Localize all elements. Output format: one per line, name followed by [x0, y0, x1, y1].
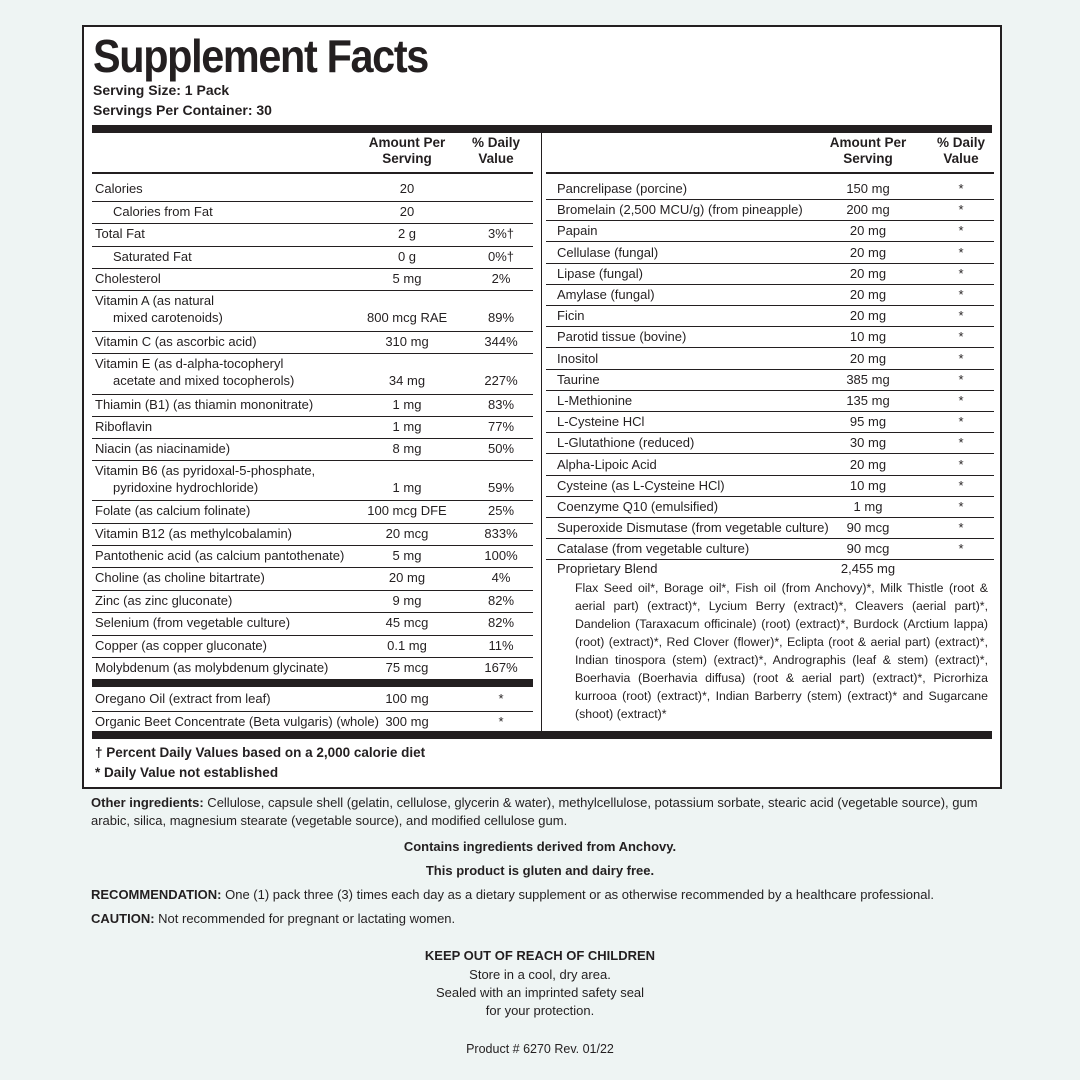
- ingredient-daily-value: *: [958, 541, 964, 556]
- serving-size: Serving Size: 1 Pack: [93, 82, 230, 98]
- left-table-row: [84, 658, 540, 679]
- ingredient-amount: 385 mg: [846, 372, 890, 387]
- ingredient-name: Pancrelipase (porcine): [557, 181, 688, 196]
- left-table-row: [84, 395, 540, 417]
- nutrient-daily-value: 83%: [487, 397, 515, 412]
- ingredient-name: Papain: [557, 223, 598, 238]
- left-section-bar: [92, 679, 533, 687]
- recommendation-text: One (1) pack three (3) times each day as a dietary supplement or as otherwise recommended by a healthcare professional.: [221, 887, 934, 902]
- nutrient-daily-value: 167%: [484, 660, 518, 675]
- right-header-rule: [546, 172, 994, 174]
- ingredient-daily-value: *: [958, 223, 964, 238]
- ingredient-name: Bromelain (2,500 MCU/g) (from pineapple): [557, 202, 803, 217]
- ingredient-amount: 10 mg: [849, 478, 887, 493]
- ingredient-name: Cellulase (fungal): [557, 245, 659, 260]
- nutrient-name: Vitamin B12 (as methylcobalamin): [95, 526, 293, 541]
- ingredient-amount: 95 mg: [849, 414, 887, 429]
- contains-notice: Contains ingredients derived from Anchovy.: [403, 839, 677, 854]
- nutrient-amount: 5 mg: [392, 548, 422, 563]
- nutrient-daily-value: 82%: [487, 615, 515, 630]
- ingredient-amount: 135 mg: [846, 393, 890, 408]
- nutrient-daily-value: 11%: [488, 638, 514, 653]
- ingredient-amount: 200 mg: [846, 202, 890, 217]
- ingredient-name: Taurine: [557, 372, 600, 387]
- ingredient-daily-value: *: [958, 478, 964, 493]
- nutrient-name: Molybdenum (as molybdenum glycinate): [95, 660, 329, 675]
- ingredient-amount: 150 mg: [846, 181, 890, 196]
- ingredient-name: L-Cysteine HCl: [557, 414, 645, 429]
- right-table-row: [542, 476, 1002, 497]
- nutrient-name-cont: acetate and mixed tocopherols): [113, 373, 295, 388]
- nutrient-daily-value: 344%: [484, 334, 518, 349]
- nutrient-daily-value: 77%: [487, 419, 515, 434]
- ingredient-daily-value: *: [958, 202, 964, 217]
- nutrient-amount: 2 g: [397, 226, 417, 241]
- ingredient-daily-value: *: [958, 414, 964, 429]
- nutrient-amount: 20 mcg: [385, 526, 429, 541]
- nutrient-amount: 1 mg: [392, 480, 422, 495]
- recommendation: [91, 886, 934, 904]
- ingredient-name: Superoxide Dismutase (from vegetable culture): [557, 520, 829, 535]
- ingredient-amount: 20 mg: [849, 266, 887, 281]
- left-table-row: [84, 613, 540, 636]
- nutrient-amount: 8 mg: [392, 441, 422, 456]
- nutrient-daily-value: 82%: [487, 593, 515, 608]
- right-table-row: [542, 306, 1002, 327]
- nutrient-amount: 45 mcg: [385, 615, 429, 630]
- right-table-row: [542, 433, 1002, 454]
- nutrient-name: Saturated Fat: [113, 249, 192, 264]
- nutrient-daily-value: 2%: [491, 271, 511, 286]
- gluten-free-notice: This product is gluten and dairy free.: [425, 863, 655, 878]
- other-ingredients-label: Other ingredients:: [91, 795, 204, 810]
- left-table-row: [84, 247, 540, 269]
- right-amount-header: Amount Per Serving: [829, 135, 907, 166]
- left-table-row: [84, 332, 540, 354]
- storage-line-1: Store in a cool, dry area.: [469, 967, 611, 982]
- right-table-row: [542, 539, 1002, 560]
- ingredient-name: Alpha-Lipoic Acid: [557, 457, 657, 472]
- nutrient-name: Calories from Fat: [113, 204, 213, 219]
- left-table-row: [84, 417, 540, 439]
- ingredient-amount: 20 mg: [849, 223, 887, 238]
- left-table-row: [84, 202, 540, 224]
- footnote-dagger: † Percent Daily Values based on a 2,000 calorie diet: [95, 745, 426, 760]
- nutrient-amount: 1 mg: [392, 419, 422, 434]
- ingredient-amount: 30 mg: [849, 435, 887, 450]
- nutrient-amount: 34 mg: [388, 373, 426, 388]
- right-table-row: [542, 349, 1002, 370]
- nutrient-name-cont: mixed carotenoids): [113, 310, 223, 325]
- right-table-row: [542, 497, 1002, 518]
- nutrient-name: Pantothenic acid (as calcium pantothenate): [95, 548, 345, 563]
- left-header-rule: [92, 172, 533, 174]
- ingredient-daily-value: *: [958, 266, 964, 281]
- nutrient-name: Cholesterol: [95, 271, 161, 286]
- nutrient-amount: 75 mcg: [385, 660, 429, 675]
- other-ingredients-text: Cellulose, capsule shell (gelatin, cellulose, glycerin & water), methylcellulose, potassium sorbate, stearic acid (vegetable source), gum arabic, silica, magnesium stearate (vegetable source), and modified cellulose gum.: [91, 795, 978, 828]
- ingredient-amount: 10 mg: [849, 329, 887, 344]
- right-table-row: [542, 200, 1002, 221]
- row-divider: [546, 347, 994, 348]
- nutrient-amount: 0.1 mg: [387, 638, 427, 653]
- ingredient-name: Ficin: [557, 308, 585, 323]
- ingredient-daily-value: *: [958, 457, 964, 472]
- right-table-row: [542, 243, 1002, 264]
- nutrient-daily-value: 59%: [487, 480, 515, 495]
- ingredient-name: Amylase (fungal): [557, 287, 655, 302]
- ingredient-name: L-Methionine: [557, 393, 633, 408]
- ingredient-daily-value: *: [958, 435, 964, 450]
- supplement-facts-panel: [82, 25, 1002, 789]
- nutrient-daily-value: 833%: [484, 526, 518, 541]
- nutrient-daily-value: 89%: [487, 310, 515, 325]
- nutrient-amount: 0 g: [397, 249, 417, 264]
- ingredient-daily-value: *: [958, 351, 964, 366]
- ingredient-amount: 90 mcg: [846, 520, 890, 535]
- nutrient-name: Folate (as calcium folinate): [95, 503, 251, 518]
- left-table-row: [84, 501, 540, 524]
- blend-ingredients: Flax Seed oil*, Borage oil*, Fish oil (from Anchovy)*, Milk Thistle (root & aerial part) (extract)*, Lycium Berry (extract)*, Cleavers (aerial part)*, Dandelion (Taraxacum officinale) (root) (extract)*, Burdock (Arctium lappa) (root) (extract)*, Red Clover (flower)*, Eclipta (root & aerial part) (extract)*, Indian tinospora (stem) (extract)*, Andrographis (leaf & stem) (extract)*, Boerhavia (Boerhavia diffusa) (root & aerial part) (extract)*, Picrorhiza kurrooa (root) (extract)*, Indian Barberry (stem) (extract)* and Sugarcane (shoot) (extract)*: [575, 581, 988, 721]
- left-table-row: [84, 179, 540, 202]
- storage-line-2: Sealed with an imprinted safety seal: [435, 985, 645, 1000]
- nutrient-name: Choline (as choline bitartrate): [95, 570, 265, 585]
- nutrient-amount: 310 mg: [385, 334, 429, 349]
- row-divider: [546, 559, 994, 560]
- nutrient-name: Niacin (as niacinamide): [95, 441, 231, 456]
- caution-label: CAUTION:: [91, 911, 155, 926]
- left-table-row: [84, 354, 540, 395]
- storage-line-3: for your protection.: [485, 1003, 595, 1018]
- ingredient-daily-value: *: [958, 372, 964, 387]
- right-table-row: [542, 518, 1002, 539]
- right-table-row: [542, 179, 1002, 200]
- panel-title: Supplement Facts: [93, 30, 428, 82]
- nutrient-amount: 20: [399, 181, 415, 196]
- ingredient-name: Catalase (from vegetable culture): [557, 541, 750, 556]
- ingredient-daily-value: *: [958, 287, 964, 302]
- left-table-row: [84, 636, 540, 658]
- nutrient-amount: 800 mcg RAE: [367, 310, 448, 325]
- other-ingredients: [91, 794, 991, 830]
- ingredient-daily-value: *: [958, 520, 964, 535]
- nutrient-daily-value: *: [498, 714, 504, 729]
- right-dv-header: % Daily Value: [936, 135, 986, 166]
- ingredient-name: L-Glutathione (reduced): [557, 435, 695, 450]
- nutrient-amount: 20: [399, 204, 415, 219]
- bottom-divider-bar: [92, 731, 992, 739]
- nutrient-name: Vitamin E (as d-alpha-tocopheryl: [95, 356, 284, 371]
- nutrient-daily-value: 0%†: [487, 249, 515, 264]
- right-table-row: [542, 264, 1002, 285]
- caution: [91, 910, 455, 928]
- caution-text: Not recommended for pregnant or lactating women.: [154, 911, 456, 926]
- footnote-star: * Daily Value not established: [95, 765, 279, 780]
- left-amount-header: Amount Per Serving: [368, 135, 446, 166]
- nutrient-name: Vitamin A (as natural: [95, 293, 214, 308]
- ingredient-name: Lipase (fungal): [557, 266, 643, 281]
- right-table-row: [542, 391, 1002, 412]
- left-table-row: [84, 524, 540, 546]
- left-table-row: [84, 439, 540, 461]
- nutrient-amount: 5 mg: [392, 271, 422, 286]
- right-table-row: [542, 370, 1002, 391]
- nutrient-daily-value: 25%: [487, 503, 515, 518]
- row-divider: [546, 453, 994, 454]
- left-table-row: [84, 461, 540, 501]
- servings-per-container: Servings Per Container: 30: [93, 102, 272, 118]
- right-table-row: [542, 221, 1002, 242]
- ingredient-daily-value: *: [958, 393, 964, 408]
- left-table-row: [84, 591, 540, 613]
- nutrient-name: Oregano Oil (extract from leaf): [95, 691, 271, 706]
- right-table-row: [542, 285, 1002, 306]
- nutrient-amount: 100 mg: [385, 691, 429, 706]
- ingredient-name: Cysteine (as L-Cysteine HCl): [557, 478, 725, 493]
- left-table-row: [84, 568, 540, 591]
- ingredient-daily-value: *: [958, 181, 964, 196]
- left-table-row: [84, 291, 540, 332]
- ingredient-amount: 90 mcg: [846, 541, 890, 556]
- nutrient-amount: 100 mcg DFE: [367, 503, 447, 518]
- right-table-row: [542, 455, 1002, 476]
- nutrient-name: Total Fat: [95, 226, 145, 241]
- keep-out-warning: KEEP OUT OF REACH OF CHILDREN: [424, 948, 656, 963]
- ingredient-amount: 20 mg: [849, 457, 887, 472]
- nutrient-daily-value: 4%: [491, 570, 511, 585]
- nutrient-name: Vitamin C (as ascorbic acid): [95, 334, 257, 349]
- nutrient-daily-value: 3%†: [487, 226, 515, 241]
- nutrient-name: Vitamin B6 (as pyridoxal-5-phosphate,: [95, 463, 316, 478]
- left-dv-header: % Daily Value: [471, 135, 521, 166]
- left-table-row: [84, 224, 540, 247]
- nutrient-name: Thiamin (B1) (as thiamin mononitrate): [95, 397, 314, 412]
- nutrient-daily-value: 227%: [484, 373, 518, 388]
- nutrient-daily-value: *: [498, 691, 504, 706]
- nutrient-amount: 20 mg: [388, 570, 426, 585]
- ingredient-daily-value: *: [958, 245, 964, 260]
- ingredient-amount: 20 mg: [849, 351, 887, 366]
- right-table-row: [542, 327, 1002, 348]
- ingredient-daily-value: *: [958, 308, 964, 323]
- ingredient-amount: 20 mg: [849, 287, 887, 302]
- ingredient-amount: 20 mg: [849, 245, 887, 260]
- right-table-row: [542, 412, 1002, 433]
- nutrient-name: Organic Beet Concentrate (Beta vulgaris) (whole): [95, 714, 379, 729]
- top-divider-bar: [92, 125, 992, 133]
- nutrient-amount: 300 mg: [385, 714, 429, 729]
- ingredient-amount: 1 mg: [853, 499, 883, 514]
- recommendation-label: RECOMMENDATION:: [91, 887, 222, 902]
- nutrient-name: Zinc (as zinc gluconate): [95, 593, 233, 608]
- ingredient-daily-value: *: [958, 499, 964, 514]
- product-number: Product # 6270 Rev. 01/22: [466, 1042, 614, 1056]
- nutrient-amount: 1 mg: [392, 397, 422, 412]
- nutrient-name: Calories: [95, 181, 143, 196]
- ingredient-name: Inositol: [557, 351, 599, 366]
- row-divider: [546, 241, 994, 242]
- nutrient-daily-value: 100%: [484, 548, 518, 563]
- blend-amount: 2,455 mg: [840, 561, 896, 576]
- nutrient-amount: 9 mg: [392, 593, 422, 608]
- nutrient-name: Selenium (from vegetable culture): [95, 615, 291, 630]
- left-table-row: [84, 546, 540, 568]
- blend-name: Proprietary Blend: [557, 561, 658, 576]
- ingredient-daily-value: *: [958, 329, 964, 344]
- ingredient-name: Parotid tissue (bovine): [557, 329, 687, 344]
- nutrient-daily-value: 50%: [487, 441, 515, 456]
- ingredient-amount: 20 mg: [849, 308, 887, 323]
- left-table-row: [84, 269, 540, 291]
- nutrient-name: Copper (as copper gluconate): [95, 638, 267, 653]
- nutrient-name-cont: pyridoxine hydrochloride): [113, 480, 259, 495]
- left-table-row: [84, 689, 540, 712]
- ingredient-name: Coenzyme Q10 (emulsified): [557, 499, 719, 514]
- nutrient-name: Riboflavin: [95, 419, 153, 434]
